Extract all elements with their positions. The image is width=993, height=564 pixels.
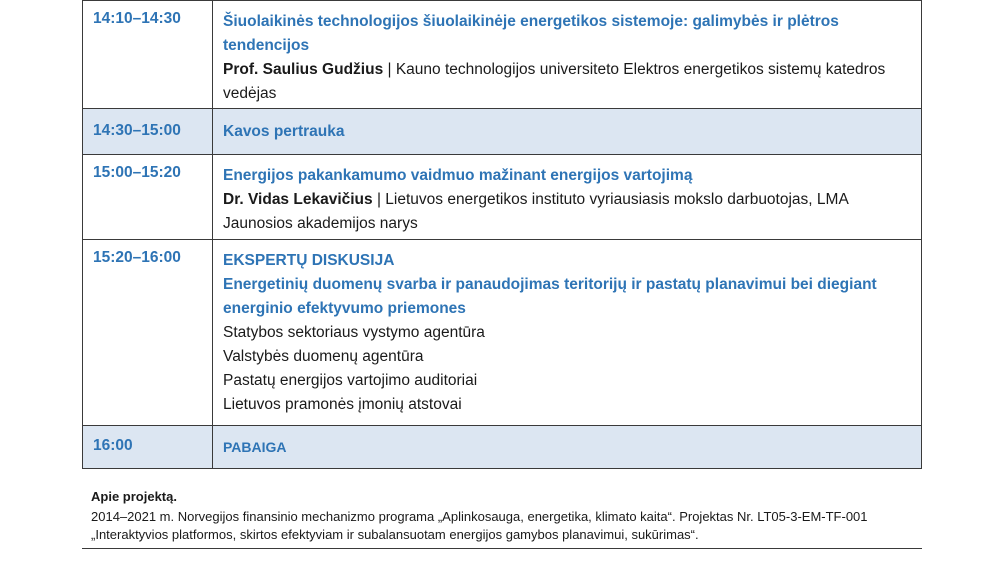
speaker-name: Prof. Saulius Gudžius xyxy=(223,61,384,78)
agenda-row xyxy=(83,155,922,240)
session-content xyxy=(213,1,922,109)
divider xyxy=(82,548,922,549)
participant-item: Pastatų energijos vartojimo auditoriai xyxy=(223,372,478,389)
about-title: Apie projektą. xyxy=(91,489,177,504)
session-time: 14:30–15:00 xyxy=(83,109,213,155)
session-content xyxy=(213,426,922,469)
session-title: Šiuolaikinės technologijos šiuolaikinėje energetikos sistemoje: galimybės ir plėtros tendencijos xyxy=(223,13,839,54)
agenda-table xyxy=(82,0,922,469)
speaker-line xyxy=(223,61,885,102)
discussion-heading: EKSPERTŲ DISKUSIJA xyxy=(223,252,395,269)
session-title: Energetinių duomenų svarba ir panaudojimas teritorijų ir pastatų planavimui bei diegiant energinio efektyvumo priemones xyxy=(223,276,877,317)
session-title: Energijos pakankamumo vaidmuo mažinant energijos vartojimą xyxy=(223,167,693,184)
session-content xyxy=(213,109,922,155)
agenda-row xyxy=(83,109,922,155)
session-title: PABAIGA xyxy=(223,439,287,455)
session-time: 16:00 xyxy=(83,426,213,469)
agenda-row xyxy=(83,1,922,109)
agenda-row xyxy=(83,426,922,469)
participant-item: Lietuvos pramonės įmonių atstovai xyxy=(223,396,462,413)
about-project xyxy=(91,488,917,544)
agenda-row xyxy=(83,240,922,426)
session-title: Kavos pertrauka xyxy=(223,123,345,140)
participant-item: Statybos sektoriaus vystymo agentūra xyxy=(223,324,485,341)
session-time: 15:00–15:20 xyxy=(83,155,213,240)
speaker-line xyxy=(223,191,848,232)
session-time: 14:10–14:30 xyxy=(83,1,213,109)
speaker-name: Dr. Vidas Lekavičius xyxy=(223,191,373,208)
speaker-affiliation: | Lietuvos energetikos instituto vyriausiasis mokslo darbuotojas, LMA Jaunosios akademijos narys xyxy=(223,191,848,232)
session-content xyxy=(213,240,922,426)
session-content xyxy=(213,155,922,240)
participant-item: Valstybės duomenų agentūra xyxy=(223,348,424,365)
about-text: 2014–2021 m. Norvegijos finansinio mechanizmo programa „Aplinkosauga, energetika, klimato kaita“. Projektas Nr. LT05-3-EM-TF-001 „Interaktyvios platformos, skirtos efektyviam ir subalansuotam energijos gamybos planavimui, sukūrimas“. xyxy=(91,509,868,542)
session-time: 15:20–16:00 xyxy=(83,240,213,426)
speaker-affiliation: | Kauno technologijos universiteto Elektros energetikos sistemų katedros vedėjas xyxy=(223,61,886,102)
